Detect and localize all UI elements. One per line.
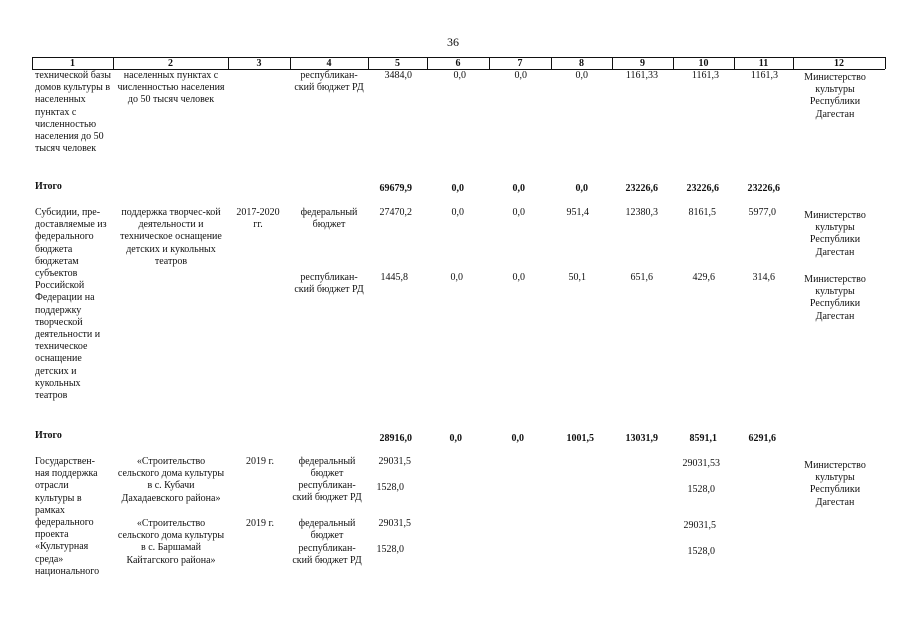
total1-v10: 23226,6	[686, 183, 719, 194]
block3-r2-col4: республикан-ский бюджет РД	[292, 480, 362, 504]
block1-col12-text: Министерство культуры Республики Дагестан	[804, 72, 866, 120]
block2-col1-text: Субсидии, пре-доставляемые из федерального бюджета бюджетам субъектов Российской Федерации на поддержку творческой деятельности и техническое оснащение детских и кукольных театров	[35, 207, 107, 402]
header-col-7: 7	[517, 58, 523, 69]
block3-r1-v10: 29031,53	[682, 458, 720, 469]
block2-col3-text: 2017-2020 гг.	[236, 207, 280, 231]
block2-rowA-v11: 5977,0	[748, 207, 776, 218]
block1-col1-text: технической базы домов культуры в населенных пунктах с численностью населения до 50 тысяч человек	[35, 70, 111, 155]
block2-rowB-v6: 0,0	[450, 272, 463, 283]
block2-rowB-v7: 0,0	[512, 272, 525, 283]
block2-rowB-v10: 429,6	[692, 272, 715, 283]
block1-v10: 1161,3	[691, 70, 719, 81]
block3-r3-v5: 29031,5	[378, 518, 411, 529]
header-col-2: 2	[168, 58, 173, 69]
block2-rowA-v7: 0,0	[512, 207, 525, 218]
total1-label: Итого	[35, 181, 62, 192]
total1-v5: 69679,9	[379, 183, 412, 194]
header-col-10: 10	[698, 58, 709, 69]
block2-rowB-v11: 314,6	[752, 272, 775, 283]
block2-rowA-v5: 27470,2	[379, 207, 412, 218]
header-col-4: 4	[326, 58, 332, 69]
page-number: 36	[447, 35, 459, 49]
header-col-3: 3	[256, 58, 262, 69]
block3-r1-col4: федеральный бюджет	[298, 456, 356, 480]
block1-v11: 1161,3	[750, 70, 778, 81]
block1-v6: 0,0	[453, 70, 466, 81]
total2-v10: 8591,1	[689, 433, 717, 444]
total2-v9: 13031,9	[625, 433, 658, 444]
header-separator	[885, 57, 886, 69]
block2-rowA-v8: 951,4	[566, 207, 589, 218]
block1-col4-text: республикан-ский бюджет РД	[294, 70, 364, 94]
total2-v5: 28916,0	[379, 433, 412, 444]
header-col-12: 12	[834, 58, 844, 69]
block3-r4-col4: республикан-ский бюджет РД	[292, 543, 362, 567]
total2-v11: 6291,6	[748, 433, 776, 444]
block2-rowB-v9: 651,6	[630, 272, 653, 283]
block2-rowB-v5: 1445,8	[380, 272, 408, 283]
block3-r3-v10: 29031,5	[683, 520, 716, 531]
header-col-9: 9	[640, 58, 645, 69]
block3-r1-v5: 29031,5	[378, 456, 411, 467]
block3-col1-text: Государствен-ная поддержка отрасли культуры в рамках федерального проекта «Культурная среда» национального	[35, 456, 100, 577]
total2-label: Итого	[35, 430, 62, 441]
block2-col2-text: поддержка творчес-кой деятельности и техническое оснащение детских и кукольных театров	[120, 207, 222, 267]
total1-v8: 0,0	[575, 183, 588, 194]
total1-v7: 0,0	[512, 183, 525, 194]
header-col-11: 11	[758, 58, 769, 69]
block2-rowB-col4: республикан-ский бюджет РД	[294, 272, 364, 296]
block1-v5: 3484,0	[384, 70, 412, 81]
block3-r2-v5: 1528,0	[376, 482, 404, 493]
block3-year2: 2019 г.	[246, 518, 274, 529]
total1-v9: 23226,6	[625, 183, 658, 194]
block1-v7: 0,0	[514, 70, 527, 81]
block2-rowA-col4: федеральный бюджет	[300, 207, 358, 231]
block3-project2: «Строительство сельского дома культуры в с. Баршамай Кайтагского района»	[117, 518, 225, 566]
block2-rowA-v6: 0,0	[451, 207, 464, 218]
total2-v6: 0,0	[449, 433, 462, 444]
block2-rowB-col12: Министерство культуры Республики Дагестан	[804, 274, 866, 322]
block1-v8: 0,0	[575, 70, 588, 81]
header-col-6: 6	[455, 58, 461, 69]
total2-v8: 1001,5	[566, 433, 594, 444]
header-col-1: 1	[70, 58, 75, 69]
block1-v9: 1161,33	[625, 70, 658, 81]
block3-r2-v10: 1528,0	[687, 484, 715, 495]
block2-rowA-v9: 12380,3	[625, 207, 658, 218]
block3-col12-text: Министерство культуры Республики Дагестан	[804, 460, 866, 508]
header-col-5: 5	[395, 58, 400, 69]
block2-rowB-v8: 50,1	[568, 272, 586, 283]
total2-v7: 0,0	[511, 433, 524, 444]
block3-r4-v5: 1528,0	[376, 544, 404, 555]
block3-year1: 2019 г.	[246, 456, 274, 467]
header-col-8: 8	[579, 58, 584, 69]
block2-rowA-col12: Министерство культуры Республики Дагестан	[804, 210, 866, 258]
block1-col2-text: населенных пунктах с численностью населения до 50 тысяч человек	[117, 70, 225, 106]
total1-v6: 0,0	[451, 183, 464, 194]
block2-rowA-v10: 8161,5	[688, 207, 716, 218]
block3-project1: «Строительство сельского дома культуры в с. Кубачи Дахадаевского района»	[117, 456, 225, 504]
total1-v11: 23226,6	[747, 183, 780, 194]
block3-r4-v10: 1528,0	[687, 546, 715, 557]
block3-r3-col4: федеральный бюджет	[298, 518, 356, 542]
